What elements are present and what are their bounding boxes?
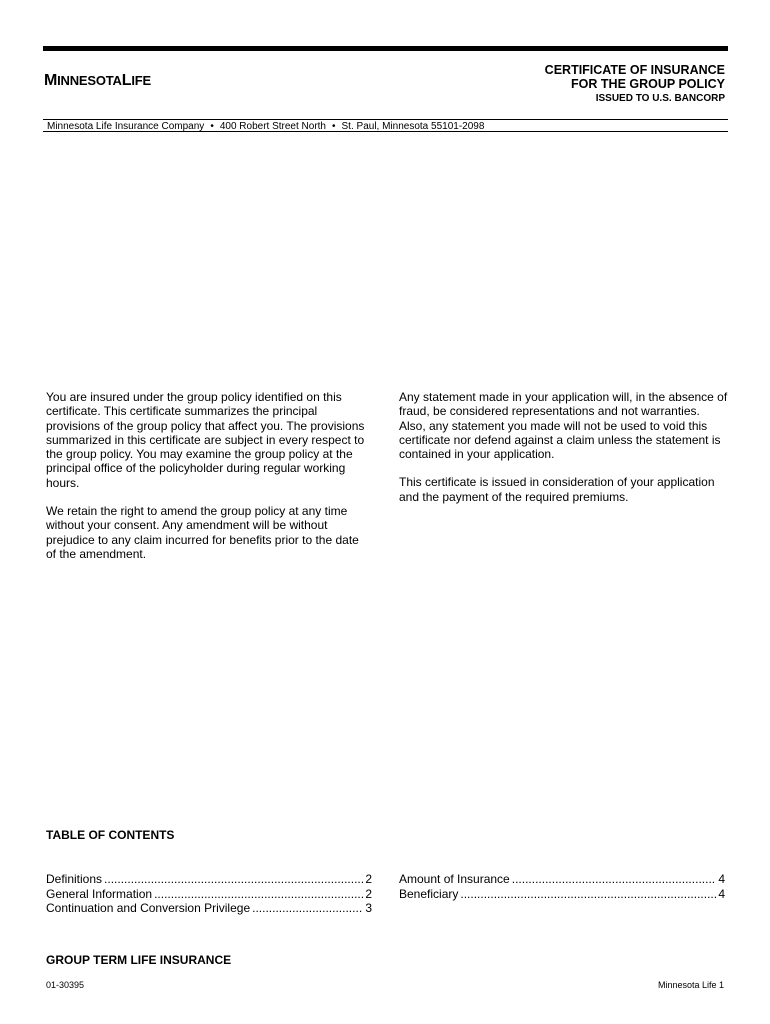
certificate-title-line2: FOR THE GROUP POLICY	[571, 77, 725, 91]
toc-entry-label: Continuation and Conversion Privilege	[46, 901, 251, 915]
toc-entry[interactable]	[399, 872, 725, 887]
intro-paragraph: Any statement made in your application will, in the absence of fraud, be considered representations and not warranties. Also, any statement you made will not be used to void this certificate nor defend against a claim unless the statement is contained in your application.	[399, 390, 728, 462]
address-separator: •	[332, 121, 336, 132]
intro-paragraph: You are insured under the group policy identified on this certificate. This certificate summarizes the principal provisions of the group policy that affect you. The provisions summarized in this certificate are subject in every respect to the group policy. You may examine the group policy at the principal office of the policyholder during regular working hours.	[46, 390, 365, 490]
certificate-issued-to: ISSUED TO U.S. BANCORP	[595, 93, 725, 104]
toc-heading: TABLE OF CONTENTS	[46, 828, 175, 842]
toc-leader-dots	[460, 887, 716, 902]
toc-right-column	[399, 872, 725, 901]
toc-left-column	[46, 872, 372, 916]
company-street: 400 Robert Street North	[219, 121, 326, 132]
toc-entry-page: 2	[365, 886, 372, 901]
company-address-bar	[43, 119, 728, 132]
company-name: Minnesota Life Insurance Company	[47, 121, 205, 132]
toc-entry[interactable]	[46, 901, 372, 916]
toc-leader-dots	[104, 872, 363, 887]
section-heading: GROUP TERM LIFE INSURANCE	[46, 953, 232, 967]
toc-leader-dots	[154, 887, 363, 902]
certificate-title-line1: CERTIFICATE OF INSURANCE	[544, 63, 725, 77]
intro-paragraph: This certificate is issued in consideration of your application and the payment of the required premiums.	[399, 475, 715, 504]
intro-right-column	[399, 390, 729, 518]
company-city: St. Paul, Minnesota 55101-2098	[341, 121, 485, 132]
toc-entry-label: Beneficiary	[399, 886, 459, 901]
header-rule	[43, 46, 728, 51]
page-footer-label: Minnesota Life 1	[657, 980, 724, 990]
toc-entry[interactable]	[46, 872, 372, 887]
toc-entry-label: Definitions	[46, 872, 103, 886]
toc-entry-page: 3	[365, 901, 372, 915]
toc-entry-page: 4	[718, 872, 725, 886]
minnesota-life-logo: MINNESOTALIFE	[44, 72, 151, 89]
toc-leader-dots	[512, 872, 717, 887]
form-number: 01-30395	[46, 980, 85, 990]
intro-paragraph: We retain the right to amend the group policy at any time without your consent. Any amendment will be without prejudice to any claim incurred for benefits prior to the date of the amendment.	[46, 504, 359, 561]
certificate-title	[545, 63, 725, 106]
toc-leader-dots	[252, 901, 363, 916]
intro-left-column	[46, 390, 371, 575]
toc-entry-label: General Information	[46, 886, 153, 901]
toc-entry[interactable]	[46, 887, 372, 902]
address-separator: •	[210, 121, 214, 132]
toc-entry-page: 4	[718, 886, 725, 901]
toc-entry-label: Amount of Insurance	[399, 872, 510, 886]
toc-entry-page: 2	[365, 872, 372, 886]
toc-entry[interactable]	[399, 887, 725, 902]
